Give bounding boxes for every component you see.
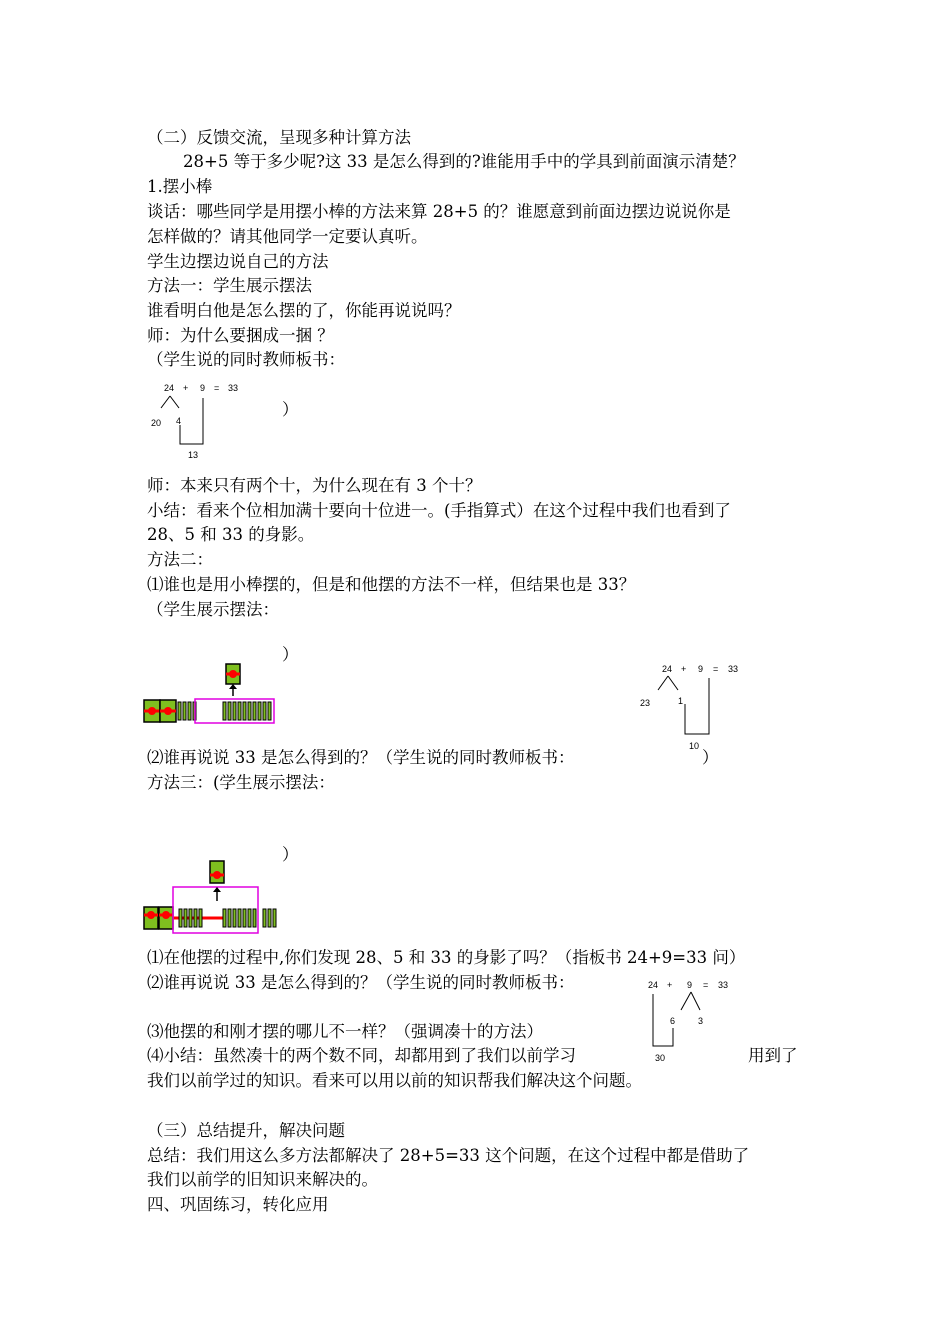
diagram2-result: 33 (728, 664, 739, 674)
text-line: 总结：我们用这么多方法都解决了 28+5=33 这个问题，在这个过程中都是借助了 (147, 1146, 750, 1165)
text-line: ⑵谁再说说 33 是怎么得到的？（学生说的同时教师板书： (147, 973, 575, 992)
diagram3-result: 33 (718, 980, 729, 990)
text-line: （学生说的同时教师板书： (147, 350, 345, 369)
text-line: ⑶他摆的和刚才摆的哪儿不一样？（强调凑十的方法） (147, 1022, 543, 1041)
bundle-of-ten (144, 907, 158, 929)
text-line: 师：本来只有两个十，为什么现在有 3 个十？ (147, 476, 482, 495)
closing-paren: ） (282, 400, 299, 419)
section-heading-2: （二）反馈交流，呈现多种计算方法 (147, 128, 411, 147)
diagram3-split-2: 3 (698, 1016, 704, 1026)
text-line-clipped: ⑷小结：虽然凑十的两个数不同，却都用到了我们以前学习 (147, 1046, 576, 1065)
text-line-tail: 用到了 (748, 1046, 798, 1065)
diagram2-plus: + (681, 664, 687, 674)
bundle-of-ten-moved (226, 664, 240, 684)
summary-line: 小结：看来个位相加满十要向十位进一。(手指算式）在这个过程中我们也看到了 (147, 501, 731, 520)
loose-sticks (179, 909, 276, 927)
method-one-label: 方法一：学生展示摆法 (147, 276, 312, 295)
text-line: 28、5 和 33 的身影。 (147, 525, 315, 544)
text-line: ⑵谁再说说 33 是怎么得到的？（学生说的同时教师板书： (147, 748, 575, 767)
diagram2-split-1: 23 (640, 698, 651, 708)
text-line: 谈话：哪些同学是用摆小棒的方法来算 28+5 的？谁愿意到前面边摆边说说你是 (147, 202, 731, 221)
text-line: 谁看明白他是怎么摆的了，你能再说说吗？ (147, 301, 461, 320)
diagram1-split-2: 4 (176, 416, 182, 426)
text-line: 我们以前学的旧知识来解决的。 (147, 1170, 378, 1189)
text-line: 学生边摆边说自己的方法 (147, 252, 329, 271)
diagram1-equals: = (214, 383, 220, 393)
closing-paren: ） (702, 748, 719, 767)
closing-paren: ） (282, 845, 299, 864)
diagram2-addend-b: 9 (698, 664, 704, 674)
diagram2-addend-a: 24 (662, 664, 673, 674)
diagram3-plus: + (667, 980, 673, 990)
text-line: （学生展示摆法： (147, 600, 279, 619)
method-two-label: 方法二： (147, 550, 213, 569)
text-line: ⑴在他摆的过程中,你们发现 28、5 和 33 的身影了吗？（指板书 24+9=33 问） (147, 948, 746, 967)
diagram2-sum: 10 (689, 741, 700, 751)
diagram3-split-1: 6 (670, 1016, 676, 1026)
diagram1-split-1: 20 (151, 418, 162, 428)
loose-sticks (178, 702, 271, 720)
diagram3-equals: = (703, 980, 709, 990)
bundle-of-ten (159, 907, 173, 929)
subheading-sticks: 1.摆小棒 (147, 177, 213, 196)
diagram1-result: 33 (228, 383, 239, 393)
diagram3-addend-b: 9 (687, 980, 693, 990)
method-three-label: 方法三：(学生展示摆法： (147, 773, 335, 792)
diagram1-addend-a: 24 (164, 383, 175, 393)
closing-paren: ） (282, 645, 299, 664)
bundle-of-ten (144, 700, 160, 722)
text-line: 我们以前学过的知识。看来可以用以前的知识帮我们解决这个问题。 (147, 1071, 642, 1090)
question-line: 28+5 等于多少呢?这 33 是怎么得到的?谁能用手中的学具到前面演示清楚？ (183, 152, 745, 171)
text-line: 师：为什么要捆成一捆 ？ (147, 326, 334, 345)
bundle-of-ten-moved (210, 861, 224, 883)
text-line: 怎样做的？请其他同学一定要认真听。 (147, 227, 428, 246)
diagram2-split-2: 1 (678, 696, 684, 706)
diagram3-sum: 30 (655, 1053, 666, 1063)
section-heading-3: （三）总结提升，解决问题 (147, 1121, 345, 1140)
diagram2-equals: = (713, 664, 719, 674)
diagram3-addend-a: 24 (648, 980, 659, 990)
section-heading-4: 四、巩固练习，转化应用 (147, 1195, 329, 1214)
diagram1-sum: 13 (188, 450, 199, 460)
sticks-illustration-method-three (143, 857, 283, 935)
diagram1-plus: + (183, 383, 189, 393)
diagram1-addend-b: 9 (200, 383, 206, 393)
sticks-illustration-method-two (143, 660, 283, 722)
bundle-of-ten (160, 700, 176, 722)
diagram2-lines (650, 672, 720, 742)
text-line: ⑴谁也是用小棒摆的，但是和他摆的方法不一样，但结果也是 33？ (147, 575, 636, 594)
